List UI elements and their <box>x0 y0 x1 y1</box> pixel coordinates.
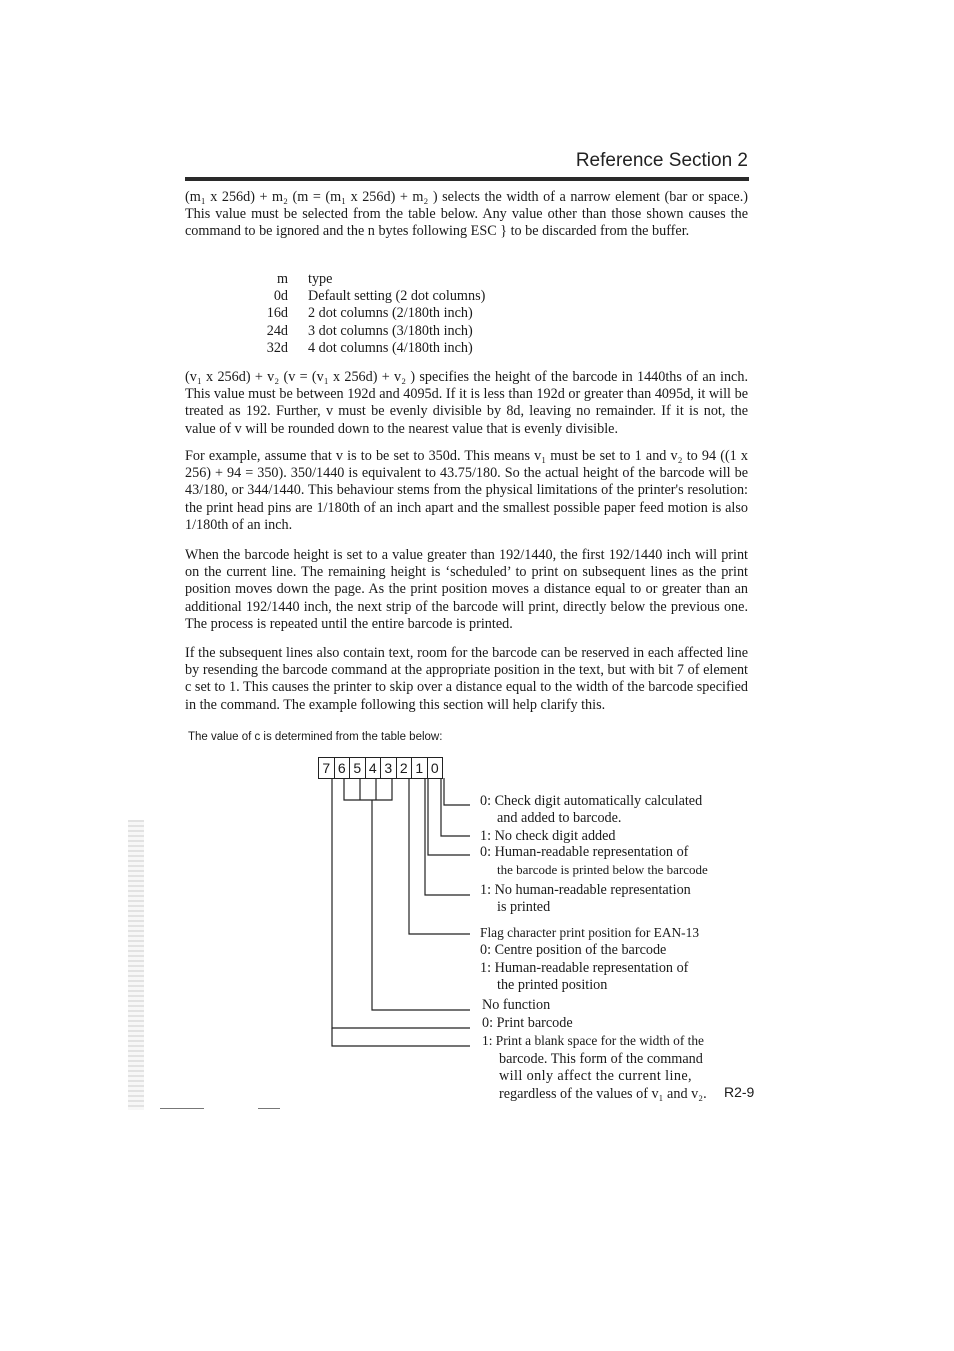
desc-line: 0: Centre position of the barcode <box>480 942 667 959</box>
bottom-rule <box>258 1108 280 1109</box>
bit-cell: 3 <box>381 758 397 778</box>
table-cell-m: 32d <box>266 339 288 356</box>
desc-line: Flag character print position for EAN-13 <box>480 925 700 940</box>
bit7-description <box>482 1015 707 1103</box>
desc-line: 0: Print barcode <box>482 1015 573 1031</box>
table-cell-m: 0d <box>273 288 288 305</box>
paragraph-height: (v₁ x 256d) + v₂ (v = (v₁ x 256d) + v₂ ) specifies the height of the barcode in 1440ths of an inch. This value must be between 192d and 4095d. If it is less than 192d or greater than 4095d, it will be treated as 192. Further, v must be evenly divisible by 8d, leaving no remainder. If it is not, the value of v will be rounded down to the nearest value that is evenly divisible. <box>185 369 748 437</box>
desc-line: and added to barcode. <box>497 810 622 827</box>
bottom-rule <box>160 1108 204 1109</box>
desc-line: is printed <box>497 899 551 916</box>
table-cell-m: 16d <box>266 305 288 322</box>
connector-bits3-6 <box>372 800 470 1010</box>
bit-cell: 5 <box>350 758 366 778</box>
desc-line: 0: Human-readable representation of <box>480 844 689 860</box>
table-cell-type: 4 dot columns (4/180th inch) <box>308 339 473 356</box>
bit-cell: 7 <box>319 758 335 778</box>
desc-line: 1: Print a blank space for the width of the <box>482 1033 705 1049</box>
paragraph-scheduling: When the barcode height is set to a value greater than 192/1440, the first 192/1440 inch will print on the current line. The remaining height is ‘scheduled’ to print on subsequent lines as the print position moves down the page. As the print position moves a distance equal to or greater than an additional 192/1440 inch, the next strip of the barcode will print, directly below the previous one. The process is repeated until the entire barcode is printed. <box>185 547 748 632</box>
desc-line: will only affect the current line, <box>499 1068 692 1085</box>
table-cell-m: 24d <box>266 322 288 339</box>
bit-cell: 0 <box>430 760 439 776</box>
page-number: R2-9 <box>724 1084 755 1100</box>
table-header-type: type <box>308 271 333 287</box>
connector-bit7-a <box>332 778 470 1028</box>
bit2-description <box>480 924 699 995</box>
table-cell-type: Default setting (2 dot columns) <box>308 288 486 305</box>
desc-line: barcode. This form of the command <box>499 1050 703 1067</box>
section-title: Reference Section 2 <box>575 150 748 171</box>
connector-bit7-b <box>332 1028 470 1046</box>
bits3-6-description <box>482 997 550 1014</box>
bit1-description <box>480 844 708 917</box>
table-cell-type: 2 dot columns (2/180th inch) <box>308 305 473 322</box>
desc-line: the printed position <box>497 977 608 994</box>
desc-line: 0: Check digit automatically calculated <box>480 793 703 809</box>
desc-line: regardless of the values of v₁ and v₂. <box>499 1085 707 1102</box>
desc-line: 1: Human-readable representation of <box>480 959 689 976</box>
table-cell-type: 3 dot columns (3/180th inch) <box>308 322 473 339</box>
desc-line: 1: No human-readable representation <box>480 881 691 898</box>
paragraph-reserve: If the subsequent lines also contain text, room for the barcode can be reserved in each affected line by resending the barcode command at the appropriate position in the text, but with bit 7 of element c set to 1. This causes the printer to skip over a distance equal to the width of the barcode specified in the command. The example following this section will help clarify this. <box>185 645 748 713</box>
connector-bit0-b <box>441 778 470 836</box>
connector-bit0-a <box>444 778 470 805</box>
desc-line: No function <box>482 997 551 1013</box>
connector-bracket-outer <box>344 778 392 800</box>
connector-bit1-a <box>428 778 470 855</box>
bit-cell: 6 <box>335 758 351 778</box>
desc-line: the barcode is printed below the barcode <box>497 862 708 878</box>
paragraph-example: For example, assume that v is to be set to 350d. This means v₁ must be set to 1 and v₂ to 94 ((1 x 256) + 94 = 350). 350/1440 is equivalent to 43.75/180. So the actual height of the barcode will be 43/180, or 344/1440. This behaviour stems from the physical limitations of the printer's resolution: the print head pins are 1/180th of an inch apart and the smallest possible paper feed motion is also 1/180th of an inch. <box>185 448 748 533</box>
bit-cell: 1 <box>412 758 428 778</box>
table-header-m: m <box>276 271 288 287</box>
connector-bit2 <box>409 778 470 934</box>
bit-cell: 4 <box>366 758 382 778</box>
paragraph-width: (m₁ x 256d) + m₂ (m = (m₁ x 256d) + m₂ ) selects the width of a narrow element (bar or space.) This value must be selected from the table below. Any value other than those shown causes the command to be ignored and the n bytes following ESC } to be discarded from the buffer. <box>185 189 748 240</box>
table-note: The value of c is determined from the table below: <box>188 731 443 743</box>
bit-cell: 2 <box>397 758 413 778</box>
desc-line: 1: No check digit added <box>480 827 616 844</box>
bit0-description <box>480 793 702 845</box>
